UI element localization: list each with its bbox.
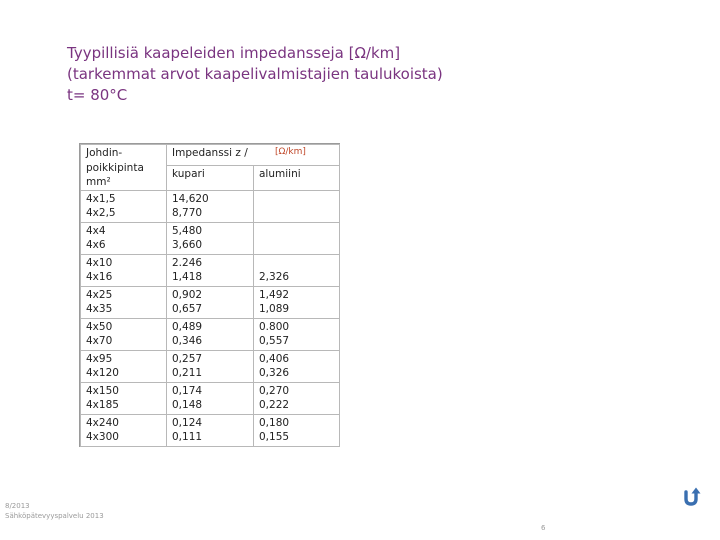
cell-size	[81, 254, 167, 286]
cell-aluminium-value: 0,557	[259, 335, 290, 347]
cell-copper-value: 0,211	[172, 367, 203, 379]
cell-copper	[167, 286, 254, 318]
table-row	[81, 222, 340, 254]
footer-info	[5, 501, 104, 521]
cell-size	[81, 286, 167, 318]
header-impedance-label: Impedanssi z /	[172, 147, 248, 159]
cell-aluminium-value: 0,406	[259, 352, 290, 365]
cell-aluminium-value: 0,155	[259, 431, 290, 443]
cell-aluminium-value: 0,270	[259, 384, 290, 397]
cell-aluminium	[254, 286, 340, 318]
table-row	[81, 254, 340, 286]
cell-copper	[167, 190, 254, 222]
cell-size	[81, 382, 167, 414]
cell-size-value: 4x35	[86, 303, 113, 315]
cell-aluminium	[254, 190, 340, 222]
cell-aluminium	[254, 318, 340, 350]
cell-size	[81, 190, 167, 222]
cell-size-value: 4x150	[86, 384, 119, 397]
cell-aluminium-value: 1,492	[259, 288, 290, 301]
table-row	[81, 318, 340, 350]
cell-aluminium	[254, 414, 340, 446]
table-row	[81, 382, 340, 414]
cell-copper-value: 2.246	[172, 256, 203, 269]
cell-aluminium-value	[259, 256, 334, 271]
cell-copper-value: 5,480	[172, 224, 203, 237]
cell-aluminium	[254, 350, 340, 382]
cell-aluminium	[254, 222, 340, 254]
cell-copper	[167, 318, 254, 350]
cell-size-value: 4x70	[86, 335, 113, 347]
cell-copper-value: 0,148	[172, 399, 203, 411]
cell-size-value: 4x16	[86, 271, 113, 283]
cell-size	[81, 350, 167, 382]
table-row	[81, 414, 340, 446]
header-cross-section	[81, 145, 167, 191]
cell-copper-value: 3,660	[172, 239, 203, 251]
cell-size	[81, 414, 167, 446]
cell-copper	[167, 414, 254, 446]
cell-copper	[167, 382, 254, 414]
header-cross-section-line-1: Johdin-	[86, 147, 123, 159]
cell-copper-value: 0,174	[172, 384, 203, 397]
table-row	[81, 190, 340, 222]
cell-size-value: 4x240	[86, 416, 119, 429]
footer-date: 8/2013	[5, 502, 30, 510]
cell-copper-value: 0,902	[172, 288, 203, 301]
impedance-table-frame	[79, 143, 340, 447]
cell-copper	[167, 254, 254, 286]
footer-org: Sähköpätevyyspalvelu 2013	[5, 512, 104, 520]
cell-copper-value: 8,770	[172, 207, 203, 219]
cell-copper-value: 0,124	[172, 416, 203, 429]
header-impedance	[167, 145, 340, 166]
cell-copper	[167, 350, 254, 382]
cell-size-value: 4x4	[86, 224, 106, 237]
impedance-table	[80, 144, 340, 447]
header-cross-section-line-2: poikkipinta	[86, 161, 144, 174]
cell-size-value: 4x120	[86, 367, 119, 379]
cell-aluminium	[254, 382, 340, 414]
cell-aluminium-value: 0,326	[259, 367, 290, 379]
slide-title	[67, 43, 627, 106]
cell-aluminium	[254, 254, 340, 286]
impedance-unit: [Ω/km]	[275, 147, 306, 157]
cell-copper	[167, 222, 254, 254]
cell-size	[81, 318, 167, 350]
cell-size-value: 4x6	[86, 239, 106, 251]
return-arrow-icon[interactable]	[682, 486, 702, 506]
cell-copper-value: 0,111	[172, 431, 203, 443]
cell-size-value: 4x95	[86, 352, 113, 365]
cell-size-value: 4x25	[86, 288, 113, 301]
cell-aluminium-value: 2,326	[259, 271, 290, 283]
cell-size-value: 4x300	[86, 431, 119, 443]
header-aluminium: alumiini	[254, 166, 340, 190]
cell-aluminium-value: 0.800	[259, 320, 290, 333]
header-cross-section-line-3: mm²	[86, 176, 111, 188]
cell-copper-value: 14,620	[172, 192, 209, 205]
title-line-1: Tyypillisiä kaapeleiden impedansseja [Ω/km]	[67, 44, 401, 62]
cell-copper-value: 0,257	[172, 352, 203, 365]
cell-size-value: 4x1,5	[86, 192, 116, 205]
cell-size-value: 4x10	[86, 256, 113, 269]
cell-copper-value: 1,418	[172, 271, 203, 283]
cell-size-value: 4x185	[86, 399, 119, 411]
header-copper: kupari	[167, 166, 254, 190]
title-line-2: (tarkemmat arvot kaapelivalmistajien taulukoista)	[67, 65, 443, 83]
cell-copper-value: 0,489	[172, 320, 203, 333]
cell-size	[81, 222, 167, 254]
cell-copper-value: 0,346	[172, 335, 203, 347]
page-number: 6	[541, 524, 546, 532]
cell-copper-value: 0,657	[172, 303, 203, 315]
cell-size-value: 4x2,5	[86, 207, 116, 219]
cell-size-value: 4x50	[86, 320, 113, 333]
cell-aluminium-value: 1,089	[259, 303, 290, 315]
table-row	[81, 350, 340, 382]
cell-aluminium-value: 0,222	[259, 399, 290, 411]
table-row	[81, 286, 340, 318]
title-line-3: t= 80°C	[67, 86, 128, 104]
cell-aluminium-value: 0,180	[259, 416, 290, 429]
